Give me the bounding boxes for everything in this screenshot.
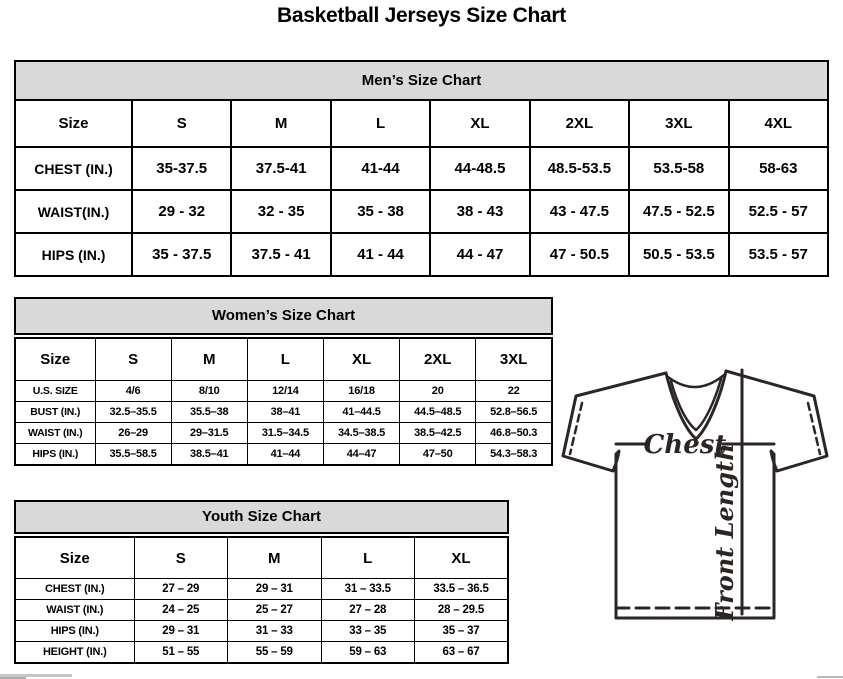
measurement-value: 44–47 (323, 444, 399, 466)
measurement-value: 52.5 - 57 (729, 190, 828, 233)
measurement-value: 34.5–38.5 (323, 423, 399, 444)
measurement-value: 53.5-58 (629, 147, 728, 190)
size-column-header: XL (323, 338, 399, 381)
measurement-value: 35.5–58.5 (95, 444, 171, 466)
measurement-row (15, 621, 508, 642)
measurement-value: 28 – 29.5 (415, 600, 509, 621)
measurement-value: 54.3–58.3 (476, 444, 552, 466)
womens-size-table (14, 337, 553, 466)
measurement-row (15, 444, 552, 466)
measurement-value: 29 – 31 (134, 621, 228, 642)
collar-inner-arc-1 (668, 375, 724, 387)
measurement-value: 4/6 (95, 381, 171, 402)
jersey-measurement-diagram (556, 360, 840, 630)
measurement-value: 31 – 33 (228, 621, 322, 642)
size-column-header: M (171, 338, 247, 381)
measurement-value: 33 – 35 (321, 621, 415, 642)
measurement-value: 38–41 (247, 402, 323, 423)
size-column-header: Size (15, 537, 134, 579)
measurement-label: CHEST (IN.) (15, 147, 132, 190)
measurement-value: 29 – 31 (228, 579, 322, 600)
womens-size-chart-section (14, 297, 553, 466)
measurement-value: 16/18 (323, 381, 399, 402)
measurement-value: 31 – 33.5 (321, 579, 415, 600)
measurement-value: 32 - 35 (231, 190, 330, 233)
size-column-header: 3XL (629, 100, 728, 147)
size-column-header: Size (15, 338, 95, 381)
measurement-value: 37.5 - 41 (231, 233, 330, 276)
measurement-value: 51 – 55 (134, 642, 228, 664)
mens-size-chart-section (14, 60, 829, 277)
measurement-label: HIPS (IN.) (15, 621, 134, 642)
size-header-row (15, 338, 552, 381)
measurement-row (15, 190, 828, 233)
measurement-row (15, 147, 828, 190)
size-column-header: L (331, 100, 430, 147)
measurement-value: 46.8–50.3 (476, 423, 552, 444)
measurement-value: 38.5–42.5 (400, 423, 476, 444)
measurement-row (15, 600, 508, 621)
measurement-value: 41 - 44 (331, 233, 430, 276)
measurement-label: WAIST(IN.) (15, 190, 132, 233)
measurement-value: 38 - 43 (430, 190, 529, 233)
measurement-row (15, 579, 508, 600)
measurement-value: 22 (476, 381, 552, 402)
measurement-value: 24 – 25 (134, 600, 228, 621)
measurement-label: HIPS (IN.) (15, 233, 132, 276)
mens-chart-title: Men’s Size Chart (14, 60, 829, 101)
size-column-header: L (321, 537, 415, 579)
measurement-value: 27 – 29 (134, 579, 228, 600)
measurement-value: 12/14 (247, 381, 323, 402)
measurement-row (15, 381, 552, 402)
measurement-value: 50.5 - 53.5 (629, 233, 728, 276)
measurement-row (15, 423, 552, 444)
measurement-value: 35 - 37.5 (132, 233, 231, 276)
measurement-value: 25 – 27 (228, 600, 322, 621)
measurement-value: 63 – 67 (415, 642, 509, 664)
measurement-value: 52.8–56.5 (476, 402, 552, 423)
size-column-header: S (132, 100, 231, 147)
measurement-value: 35 - 38 (331, 190, 430, 233)
measurement-value: 47.5 - 52.5 (629, 190, 728, 233)
measurement-value: 31.5–34.5 (247, 423, 323, 444)
measurement-value: 20 (400, 381, 476, 402)
measurement-value: 58-63 (729, 147, 828, 190)
chest-label: Chest (643, 430, 727, 460)
size-column-header: M (231, 100, 330, 147)
size-column-header: S (95, 338, 171, 381)
front-length-label: Front Length (710, 443, 739, 621)
size-header-row (15, 100, 828, 147)
measurement-label: HIPS (IN.) (15, 444, 95, 466)
measurement-value: 33.5 – 36.5 (415, 579, 509, 600)
measurement-label: WAIST (IN.) (15, 423, 95, 444)
size-column-header: S (134, 537, 228, 579)
measurement-row (15, 642, 508, 664)
measurement-value: 37.5-41 (231, 147, 330, 190)
youth-size-table (14, 536, 509, 664)
size-column-header: Size (15, 100, 132, 147)
measurement-label: BUST (IN.) (15, 402, 95, 423)
measurement-value: 59 – 63 (321, 642, 415, 664)
measurement-label: WAIST (IN.) (15, 600, 134, 621)
measurement-value: 43 - 47.5 (530, 190, 629, 233)
measurement-value: 41–44 (247, 444, 323, 466)
measurement-value: 38.5–41 (171, 444, 247, 466)
size-column-header: XL (430, 100, 529, 147)
size-column-header: 2XL (400, 338, 476, 381)
measurement-value: 47–50 (400, 444, 476, 466)
womens-chart-title: Women’s Size Chart (14, 297, 553, 335)
measurement-value: 41–44.5 (323, 402, 399, 423)
measurement-row (15, 233, 828, 276)
size-column-header: M (228, 537, 322, 579)
measurement-value: 35-37.5 (132, 147, 231, 190)
size-column-header: 4XL (729, 100, 828, 147)
measurement-value: 27 – 28 (321, 600, 415, 621)
page-title: Basketball Jerseys Size Chart (277, 4, 566, 27)
measurement-value: 41-44 (331, 147, 430, 190)
measurement-row (15, 402, 552, 423)
measurement-label: HEIGHT (IN.) (15, 642, 134, 664)
measurement-value: 44-48.5 (430, 147, 529, 190)
measurement-value: 35.5–38 (171, 402, 247, 423)
measurement-label: CHEST (IN.) (15, 579, 134, 600)
measurement-label: U.S. SIZE (15, 381, 95, 402)
size-column-header: L (247, 338, 323, 381)
measurement-value: 53.5 - 57 (729, 233, 828, 276)
mens-size-table (14, 99, 829, 277)
size-column-header: XL (415, 537, 509, 579)
measurement-value: 55 – 59 (228, 642, 322, 664)
measurement-value: 26–29 (95, 423, 171, 444)
youth-size-chart-section (14, 500, 509, 664)
measurement-value: 47 - 50.5 (530, 233, 629, 276)
measurement-value: 44.5–48.5 (400, 402, 476, 423)
measurement-value: 8/10 (171, 381, 247, 402)
horizontal-scrollbar-fragment[interactable] (817, 676, 843, 678)
jersey-outline (563, 371, 827, 618)
size-column-header: 3XL (476, 338, 552, 381)
measurement-value: 29–31.5 (171, 423, 247, 444)
measurement-value: 35 – 37 (415, 621, 509, 642)
youth-chart-title: Youth Size Chart (14, 500, 509, 534)
size-column-header: 2XL (530, 100, 629, 147)
measurement-value: 48.5-53.5 (530, 147, 629, 190)
size-header-row (15, 537, 508, 579)
measurement-value: 32.5–35.5 (95, 402, 171, 423)
measurement-value: 44 - 47 (430, 233, 529, 276)
measurement-value: 29 - 32 (132, 190, 231, 233)
